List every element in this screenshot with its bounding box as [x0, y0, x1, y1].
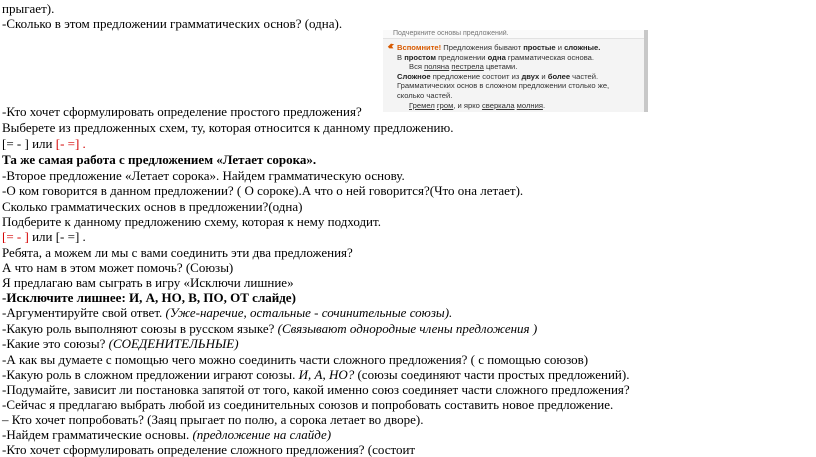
- excerpt-subject: гром: [436, 100, 454, 110]
- text-line: -Кто хочет сформулировать определение простого предложения?: [2, 104, 362, 119]
- text-line: [2, 336, 239, 351]
- text-line: -Кто хочет сформулировать определение сложного предложения? (состоит: [2, 442, 416, 457]
- text-line: Ребята, а можем ли мы с вами соединить эти два предложения?: [2, 245, 353, 260]
- scheme-option: [= - ] или: [2, 136, 56, 151]
- excerpt-text: , и ярко: [453, 100, 482, 110]
- text-line: [2, 427, 331, 442]
- excerpt-text: В: [397, 52, 405, 62]
- excerpt-term: сложные.: [564, 43, 601, 52]
- excerpt-lead: Вспомните!: [397, 43, 442, 52]
- text-line: Сколько грамматических основ в предложении?(одна): [2, 199, 303, 214]
- excerpt-text: частей.: [570, 71, 599, 81]
- text-line: -О ком говорится в данном предложении? ( О сороке).А что о ней говорится?(Что она летает).: [2, 183, 524, 198]
- scheme-line: [2, 229, 86, 244]
- excerpt-text: предложение состоит из: [430, 71, 522, 81]
- excerpt-term: Сложное: [397, 71, 431, 81]
- excerpt-top-strip: Подчеркните основы предложений.: [383, 30, 648, 39]
- text-line: – Кто хочет попробовать? (Заяц прыгает по полю, а сорока летает во дворе).: [2, 412, 424, 427]
- text-line: -А как вы думаете с помощью чего можно соединить части сложного предложения? ( с помощью союзов): [2, 352, 589, 367]
- excerpt-subject: молния: [516, 100, 543, 110]
- question: -Какую роль в сложном предложении играют союзы.: [2, 367, 299, 382]
- excerpt-text: Вся: [409, 62, 425, 72]
- excerpt-predicate: Гремел: [409, 100, 435, 110]
- text-line: [2, 367, 629, 382]
- excerpt-text: Предложения бывают: [441, 43, 524, 52]
- answer: (предложение на слайде): [192, 427, 332, 442]
- excerpt-term: двух: [521, 71, 540, 81]
- question: -Какие это союзы?: [2, 336, 109, 351]
- excerpt-text: цветами.: [483, 62, 518, 72]
- text-line: -Сейчас я предлагаю выбрать любой из соединительных союзов и попробовать составить новое предложение.: [2, 397, 614, 412]
- scheme-option-red: [- =] .: [55, 136, 86, 151]
- answer: (СОЕДЕНИТЕЛЬНЫЕ): [108, 336, 239, 351]
- text-line: -Подумайте, зависит ли постановка запятой от того, какой именно союз соединяет части сложного предложения?: [2, 382, 630, 397]
- excerpt-text: .: [542, 100, 546, 110]
- pointing-hand-icon: [387, 42, 395, 50]
- excerpt-predicate: пестрела: [451, 62, 484, 72]
- text-line: Подберите к данному предложению схему, которая к нему подходит.: [2, 214, 381, 229]
- text-line: А что нам в этом может помочь? (Союзы): [2, 260, 234, 275]
- answer: (Уже-наречие, остальные - сочинительные союзы).: [165, 305, 453, 320]
- excerpt-predicate: сверкала: [481, 100, 515, 110]
- excerpt-term: одна: [487, 52, 506, 62]
- text-line: Я предлагаю вам сыграть в игру «Исключи лишние»: [2, 275, 294, 290]
- text-line: Выберете из предложенных схем, ту, которая относится к данному предложению.: [2, 120, 454, 135]
- excerpt-subject: поляна: [424, 62, 450, 72]
- text-line: [2, 305, 452, 320]
- excerpt-text: грамматическая основа.: [505, 52, 594, 62]
- question: -Аргументируйте свой ответ.: [2, 305, 166, 320]
- excerpt-term: более: [547, 71, 571, 81]
- scheme-option-red: [= - ]: [2, 229, 33, 244]
- excerpt-scroll-bar: [644, 30, 648, 112]
- excerpt-text: сколько частей.: [397, 90, 453, 100]
- text-line: -Сколько в этом предложении грамматических основ? (одна).: [2, 16, 343, 31]
- scheme-option: или [- =] .: [32, 229, 86, 244]
- excerpt-term: простые: [523, 43, 556, 52]
- scheme-line: [2, 136, 86, 151]
- excerpt-text: предложении: [435, 52, 488, 62]
- excerpt-text: и: [539, 71, 548, 81]
- answer: И, А, НО?: [298, 367, 355, 382]
- text-line: -Исключите лишнее: И, А, НО, В, ПО, ОТ слайде): [2, 290, 296, 305]
- answer-note: (союзы соединяют части простых предложений).: [354, 367, 630, 382]
- text-line: [2, 321, 537, 336]
- text-line: -Второе предложение «Летает сорока». Найдем грамматическую основу.: [2, 168, 405, 183]
- section-heading: Та же самая работа с предложением «Летает сорока».: [2, 152, 317, 167]
- excerpt-term: простом: [404, 52, 436, 62]
- excerpt-text: Грамматических основ в сложном предложении столько же,: [397, 81, 610, 91]
- answer: (Связывают однородные члены предложения ): [277, 321, 538, 336]
- textbook-excerpt-image: [383, 30, 648, 112]
- question: -Какую роль выполняют союзы в русском языке?: [2, 321, 278, 336]
- question: -Найдем грамматические основы.: [2, 427, 193, 442]
- excerpt-text: и: [555, 43, 565, 52]
- text-line: прыгает).: [2, 1, 55, 16]
